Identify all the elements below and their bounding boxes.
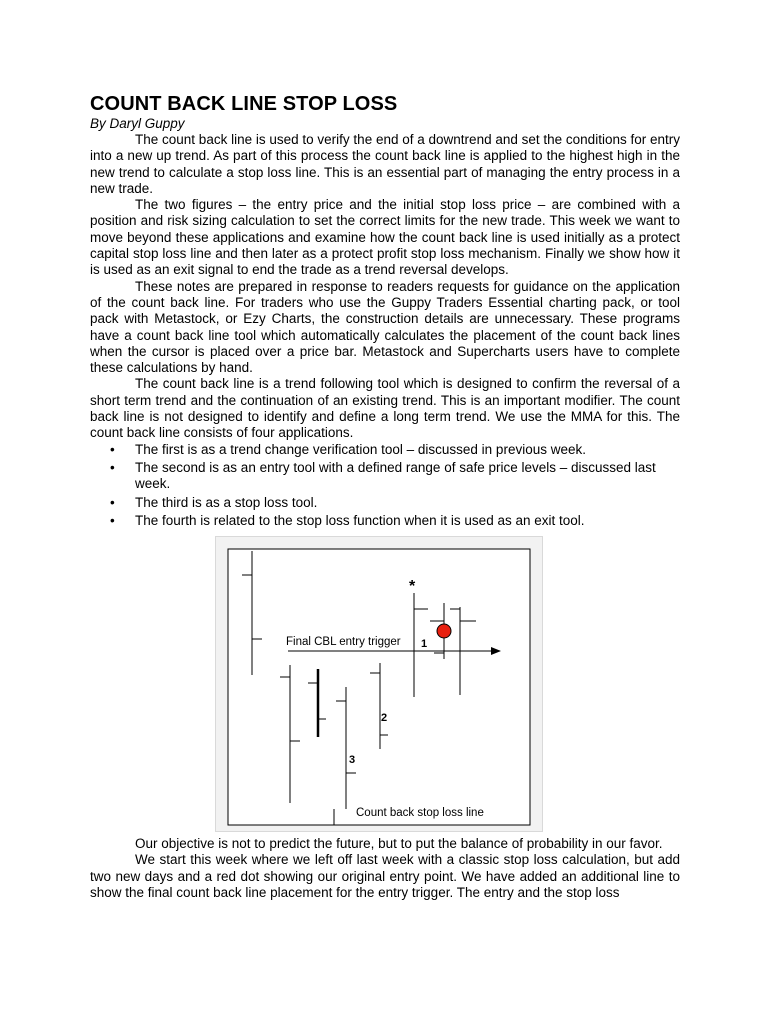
list-item xyxy=(90,460,680,493)
marker-2-label: 2 xyxy=(381,712,388,724)
list-item xyxy=(90,495,680,511)
price-bar-diagram xyxy=(216,537,544,833)
list-item-text: The fourth is related to the stop loss function when it is used as an exit tool. xyxy=(135,512,585,528)
paragraph-2: The two figures – the entry price and the initial stop loss price – are combined with a position and risk sizing calculation to set the correct limits for the new trade. This week we want to move beyond these applications and examine how the count back line is used initially as a protect capital stop loss line and then later as a protect profit stop loss mechanism. Finally we show how it is used as an exit signal to end the trade as a trend reversal develops. xyxy=(90,197,680,278)
list-item xyxy=(90,513,680,529)
bullet-icon: • xyxy=(110,441,115,457)
author-byline: By Daryl Guppy xyxy=(90,116,185,131)
paragraph-5: Our objective is not to predict the future, but to put the balance of probability in our favor. xyxy=(135,836,663,851)
asterisk-marker: * xyxy=(409,578,416,595)
count-back-line-figure xyxy=(215,536,543,832)
list-item-text: The third is as a stop loss tool. xyxy=(135,494,318,510)
marker-1-label: 1 xyxy=(421,638,428,650)
list-item-text: The second is as an entry tool with a defined range of safe price levels – discussed last week. xyxy=(135,459,656,492)
bullet-icon: • xyxy=(110,512,115,528)
document-body xyxy=(90,92,680,531)
entry-trigger-label: Final CBL entry trigger xyxy=(286,636,401,648)
bullet-icon: • xyxy=(110,459,115,475)
document-title: COUNT BACK LINE STOP LOSS xyxy=(90,93,398,115)
entry-point-dot xyxy=(437,624,451,638)
applications-list xyxy=(90,442,680,529)
paragraph-4: The count back line is a trend following tool which is designed to confirm the reversal of a short term trend and the continuation of an existing trend. This is an important modifier. The count back line is not designed to identify and define a long term trend. We use the MMA for this. The count back line consists of four applications. xyxy=(90,376,680,441)
document-continuation xyxy=(90,836,680,901)
stop-loss-label: Count back stop loss line xyxy=(356,807,484,819)
bullet-icon: • xyxy=(110,494,115,510)
paragraph-1: The count back line is used to verify the end of a downtrend and set the conditions for entry into a new up trend. As part of this process the count back line is applied to the highest high in the new trend to calculate a stop loss line. This is an essential part of managing the entry process in a new trade. xyxy=(90,132,680,196)
figure-frame xyxy=(228,549,530,825)
paragraph-3: These notes are prepared in response to readers requests for guidance on the application of the count back line. For traders who use the Guppy Traders Essential charting pack, or tool pack with Metastock, or Ezy Charts, the construction details are unnecessary. These programs have a count back line tool which automatically calculates the placement of the count back lines when the cursor is placed over a price bar. Metastock and Supercharts users have to complete these calculations by hand. xyxy=(90,278,680,376)
paragraph-6: We start this week where we left off last week with a classic stop loss calculation, but add two new days and a red dot showing our original entry point. We have added an additional line to show the final count back line placement for the entry trigger. The entry and the stop loss xyxy=(90,852,680,900)
list-item xyxy=(90,442,680,458)
marker-3-label: 3 xyxy=(349,754,356,766)
list-item-text: The first is as a trend change verification tool – discussed in previous week. xyxy=(135,441,586,457)
